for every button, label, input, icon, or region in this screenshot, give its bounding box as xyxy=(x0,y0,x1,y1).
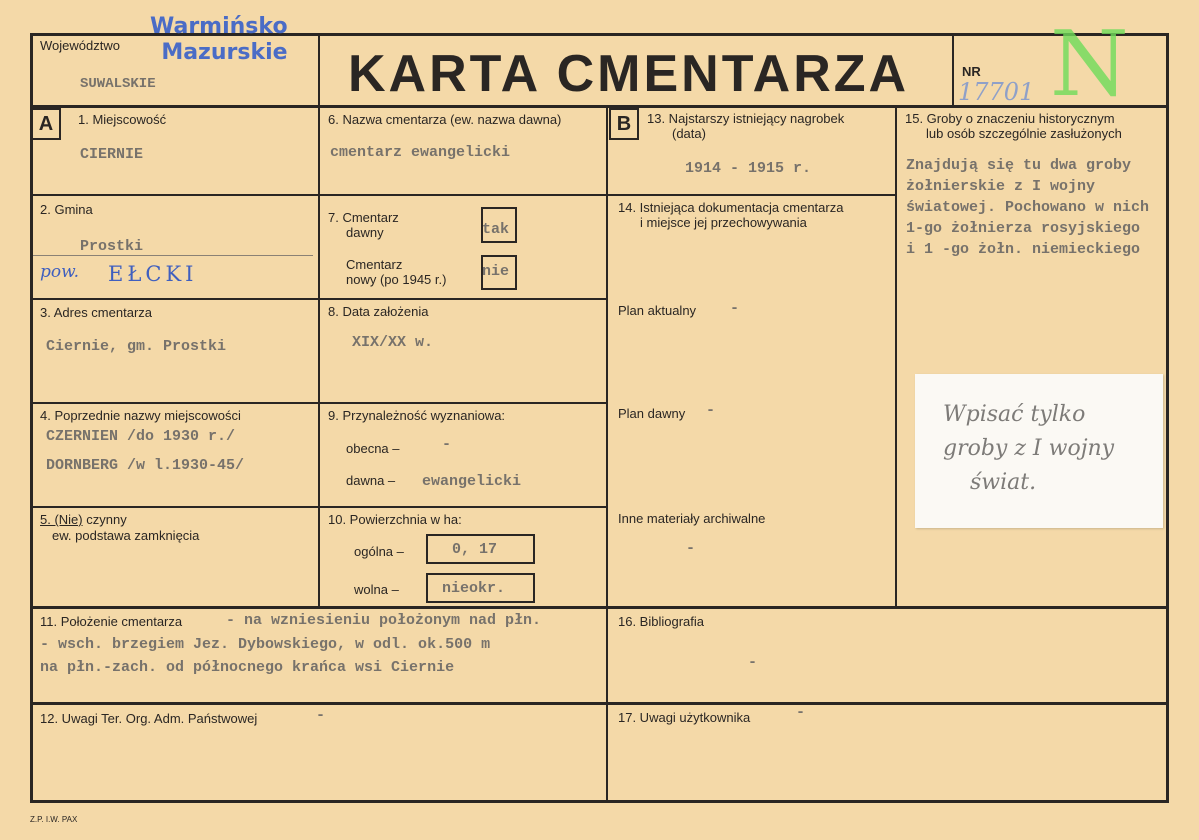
rule xyxy=(30,506,607,508)
wolna-value: nieokr. xyxy=(442,580,506,597)
adres-value: Ciernie, gm. Prostki xyxy=(46,338,227,355)
dawna-value: ewangelicki xyxy=(422,473,522,490)
plan-aktualny-value: - xyxy=(730,300,740,317)
text-line: i 1 -go żołn. niemieckiego xyxy=(906,241,1141,258)
nie-label: 5. (Nie) xyxy=(40,512,83,527)
inne-value: - xyxy=(686,540,696,557)
previous-name: DORNBERG /w l.1930-45/ xyxy=(46,457,245,474)
bibliografia-value: - xyxy=(748,654,758,671)
field-label: 16. Bibliografia xyxy=(618,614,704,629)
uwagi-ter-value: - xyxy=(316,707,326,724)
groby-text xyxy=(906,155,1168,260)
field-label: 10. Powierzchnia w ha: xyxy=(328,512,462,527)
field-label: 13. Najstarszy istniejący nagrobek xyxy=(647,111,845,126)
field-label: ew. podstawa zamknięcia xyxy=(52,528,200,543)
page-title: KARTA CMENTARZA xyxy=(348,45,910,103)
field-label: 2. Gmina xyxy=(40,202,93,217)
nowy-checkbox xyxy=(481,255,517,290)
najstarszy-value: 1914 - 1915 r. xyxy=(685,160,812,177)
plan-dawny-value: - xyxy=(706,402,716,419)
section-a-badge: A xyxy=(31,108,61,140)
voivodeship-stamp xyxy=(150,14,288,66)
rule xyxy=(607,194,895,196)
field-label: 3. Adres cmentarza xyxy=(40,305,152,320)
czynny-label: czynny xyxy=(86,512,127,527)
text-line: 1-go żołnierza rosyjskiego xyxy=(906,220,1141,237)
rule xyxy=(318,33,320,608)
field-label: 11. Położenie cmentarza xyxy=(40,614,183,629)
field-label: Cmentarz xyxy=(346,257,403,272)
note-line: groby z I wojny xyxy=(943,436,1115,461)
rule xyxy=(33,255,313,256)
handwritten-note: pow. xyxy=(40,262,80,282)
field-label: 12. Uwagi Ter. Org. Adm. Państwowej xyxy=(40,711,258,726)
rule xyxy=(952,33,954,107)
field-label: Plan aktualny xyxy=(618,303,697,318)
field-label: 17. Uwagi użytkownika xyxy=(618,710,751,725)
text-line: światowej. Pochowano w nich xyxy=(906,199,1150,216)
text-line: żołnierskie z I wojny xyxy=(906,178,1096,195)
ogolna-value: 0, 17 xyxy=(452,541,498,558)
field-label: 9. Przynależność wyznaniowa: xyxy=(328,408,506,423)
nazwa-value: cmentarz ewangelicki xyxy=(330,144,511,161)
gmina-value: Prostki xyxy=(80,238,144,255)
printer-mark: Z.P. I.W. PAX xyxy=(30,815,78,824)
dawny-checkbox xyxy=(481,207,517,243)
rule xyxy=(895,107,897,607)
field-label: Inne materiały archiwalne xyxy=(618,511,766,526)
rule xyxy=(30,33,33,803)
pasted-note xyxy=(915,374,1163,528)
note-line: Wpisać tylko xyxy=(943,402,1086,427)
wojewodztwo-label: Województwo xyxy=(40,38,120,53)
rule xyxy=(1166,33,1169,803)
field-label xyxy=(40,512,127,528)
field-label: nowy (po 1945 r.) xyxy=(346,272,447,287)
rule xyxy=(30,606,1169,609)
rule xyxy=(606,107,608,802)
field-label: 6. Nazwa cmentarza (ew. nazwa dawna) xyxy=(328,112,562,127)
polozenie-line: - wsch. brzegiem Jez. Dybowskiego, w odl. ok.500 m xyxy=(40,636,491,653)
field-label: (data) xyxy=(672,126,706,141)
field-label: 15. Groby o znaczeniu historycznym xyxy=(905,111,1115,126)
field-label: 4. Poprzednie nazwy miejscowości xyxy=(40,408,241,423)
field-label: 14. Istniejąca dokumentacja cmentarza xyxy=(618,200,844,215)
field-label: 1. Miejscowość xyxy=(78,112,167,127)
section-b-badge: B xyxy=(609,108,639,140)
field-label: ogólna – xyxy=(354,544,404,559)
note-line: świat. xyxy=(970,470,1037,495)
nowy-value: nie xyxy=(482,263,510,280)
dawny-value: tak xyxy=(482,221,510,238)
field-label: obecna – xyxy=(346,441,400,456)
ogolna-box xyxy=(426,534,535,564)
previous-name: CZERNIEN /do 1930 r./ xyxy=(46,428,236,445)
nr-label: NR xyxy=(962,64,981,79)
rule xyxy=(30,702,1169,705)
handwritten-powiat: EŁCKI xyxy=(108,262,198,286)
field-label: dawny xyxy=(346,225,384,240)
text-line: Znajdują się tu dwa groby xyxy=(906,157,1132,174)
rule xyxy=(30,298,607,300)
miejscowosc-value: CIERNIE xyxy=(80,146,144,163)
field-label: dawna – xyxy=(346,473,396,488)
rule xyxy=(30,800,1169,803)
stamp-line: Mazurskie xyxy=(161,40,288,65)
polozenie-line: na płn.-zach. od północnego krańca wsi Ciernie xyxy=(40,659,455,676)
field-label: 8. Data założenia xyxy=(328,304,429,319)
wojewodztwo-value: SUWALSKIE xyxy=(80,76,156,92)
rule xyxy=(30,194,607,196)
field-label: wolna – xyxy=(354,582,399,597)
wolna-box xyxy=(426,573,535,603)
uwagi-uzytkownika-value: - xyxy=(796,704,806,721)
green-n-mark: N xyxy=(1050,12,1129,117)
field-label: i miejsce jej przechowywania xyxy=(640,215,807,230)
field-label: 7. Cmentarz xyxy=(328,210,399,225)
stamp-line: Warmińsko xyxy=(150,14,288,39)
polozenie-line: - na wzniesieniu położonym nad płn. xyxy=(226,612,542,629)
field-label: lub osób szczególnie zasłużonych xyxy=(926,126,1122,141)
field-label: Plan dawny xyxy=(618,406,686,421)
rule xyxy=(30,402,607,404)
data-zalozenia-value: XIX/XX w. xyxy=(352,334,434,351)
obecna-value: - xyxy=(442,436,452,453)
nr-value: 17701 xyxy=(958,78,1035,106)
